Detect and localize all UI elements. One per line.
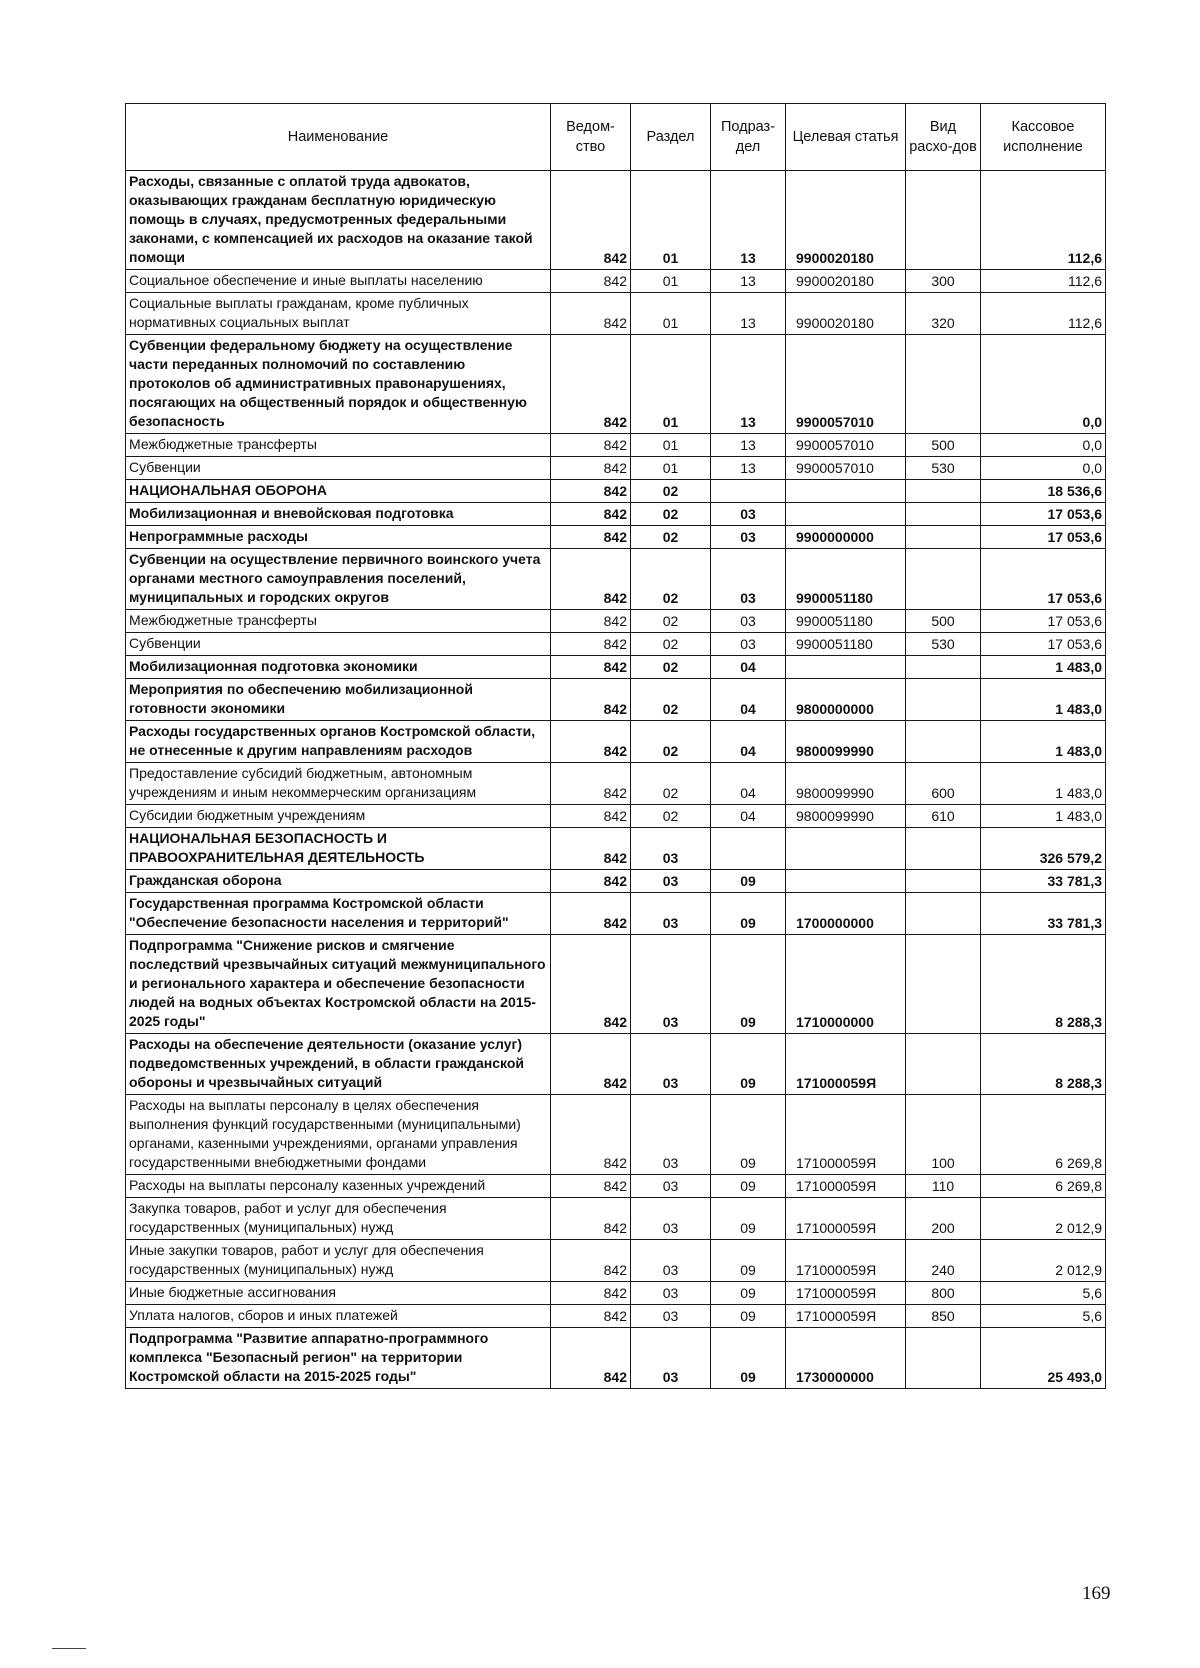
cell-dept: 842 bbox=[551, 828, 631, 870]
cell-name: Государственная программа Костромской области "Обеспечение безопасности населения и территорий" bbox=[126, 893, 551, 935]
cell-subsection: 09 bbox=[711, 1034, 786, 1095]
table-row bbox=[126, 1198, 1106, 1240]
cell-article bbox=[786, 656, 906, 679]
cell-expense-type bbox=[906, 526, 981, 549]
header-expense-type: Вид расхо-дов bbox=[906, 104, 981, 171]
cell-subsection: 13 bbox=[711, 293, 786, 335]
cell-name: Расходы, связанные с оплатой труда адвокатов, оказывающих гражданам бесплатную юридическую помощь в случаях, предусмотренных федеральными законами, с компенсацией их расходов на оказание такой помощи bbox=[126, 171, 551, 270]
cell-execution: 5,6 bbox=[981, 1305, 1106, 1328]
cell-dept: 842 bbox=[551, 1198, 631, 1240]
cell-expense-type bbox=[906, 721, 981, 763]
table-row bbox=[126, 935, 1106, 1034]
cell-name: Мероприятия по обеспечению мобилизационной готовности экономики bbox=[126, 679, 551, 721]
cell-execution: 17 053,6 bbox=[981, 610, 1106, 633]
cell-execution: 0,0 bbox=[981, 457, 1106, 480]
cell-article: 9800099990 bbox=[786, 805, 906, 828]
cell-dept: 842 bbox=[551, 549, 631, 610]
cell-dept: 842 bbox=[551, 270, 631, 293]
cell-expense-type: 200 bbox=[906, 1198, 981, 1240]
cell-dept: 842 bbox=[551, 1095, 631, 1175]
cell-execution: 18 536,6 bbox=[981, 480, 1106, 503]
cell-expense-type bbox=[906, 1328, 981, 1389]
cell-subsection: 13 bbox=[711, 434, 786, 457]
cell-section: 03 bbox=[631, 828, 711, 870]
cell-section: 02 bbox=[631, 549, 711, 610]
table-row bbox=[126, 721, 1106, 763]
cell-dept: 842 bbox=[551, 1034, 631, 1095]
cell-article: 171000059Я bbox=[786, 1095, 906, 1175]
cell-execution: 1 483,0 bbox=[981, 721, 1106, 763]
cell-name: Гражданская оборона bbox=[126, 870, 551, 893]
cell-subsection: 04 bbox=[711, 679, 786, 721]
cell-dept: 842 bbox=[551, 763, 631, 805]
cell-name: Закупка товаров, работ и услуг для обеспечения государственных (муниципальных) нужд bbox=[126, 1198, 551, 1240]
cell-section: 02 bbox=[631, 610, 711, 633]
cell-article: 171000059Я bbox=[786, 1305, 906, 1328]
cell-section: 02 bbox=[631, 526, 711, 549]
cell-name: Межбюджетные трансферты bbox=[126, 610, 551, 633]
cell-execution: 6 269,8 bbox=[981, 1095, 1106, 1175]
cell-execution: 17 053,6 bbox=[981, 633, 1106, 656]
cell-execution: 1 483,0 bbox=[981, 656, 1106, 679]
cell-name: НАЦИОНАЛЬНАЯ БЕЗОПАСНОСТЬ И ПРАВООХРАНИТЕЛЬНАЯ ДЕЯТЕЛЬНОСТЬ bbox=[126, 828, 551, 870]
cell-article: 9900020180 bbox=[786, 270, 906, 293]
cell-dept: 842 bbox=[551, 1282, 631, 1305]
cell-expense-type bbox=[906, 171, 981, 270]
cell-name: Мобилизационная и вневойсковая подготовка bbox=[126, 503, 551, 526]
cell-expense-type bbox=[906, 893, 981, 935]
cell-article bbox=[786, 828, 906, 870]
cell-dept: 842 bbox=[551, 434, 631, 457]
cell-name: Непрограммные расходы bbox=[126, 526, 551, 549]
cell-execution: 1 483,0 bbox=[981, 679, 1106, 721]
cell-article: 9900000000 bbox=[786, 526, 906, 549]
cell-execution: 0,0 bbox=[981, 335, 1106, 434]
cell-name: Предоставление субсидий бюджетным, автономным учреждениям и иным некоммерческим организациям bbox=[126, 763, 551, 805]
cell-article: 9800000000 bbox=[786, 679, 906, 721]
cell-dept: 842 bbox=[551, 721, 631, 763]
cell-article: 9900051180 bbox=[786, 633, 906, 656]
cell-section: 02 bbox=[631, 480, 711, 503]
cell-dept: 842 bbox=[551, 633, 631, 656]
cell-dept: 842 bbox=[551, 293, 631, 335]
cell-article: 9800099990 bbox=[786, 763, 906, 805]
table-row bbox=[126, 805, 1106, 828]
cell-section: 01 bbox=[631, 270, 711, 293]
cell-dept: 842 bbox=[551, 480, 631, 503]
cell-article: 171000059Я bbox=[786, 1175, 906, 1198]
cell-subsection bbox=[711, 828, 786, 870]
cell-execution: 1 483,0 bbox=[981, 805, 1106, 828]
cell-article: 1710000000 bbox=[786, 935, 906, 1034]
cell-subsection: 04 bbox=[711, 656, 786, 679]
cell-dept: 842 bbox=[551, 1305, 631, 1328]
table-row bbox=[126, 457, 1106, 480]
cell-section: 03 bbox=[631, 935, 711, 1034]
cell-article: 171000059Я bbox=[786, 1198, 906, 1240]
header-subsection: Подраз-дел bbox=[711, 104, 786, 171]
table-row bbox=[126, 434, 1106, 457]
table-row bbox=[126, 763, 1106, 805]
cell-subsection: 09 bbox=[711, 935, 786, 1034]
cell-expense-type bbox=[906, 480, 981, 503]
cell-name: Расходы на обеспечение деятельности (оказание услуг) подведомственных учреждений, в области гражданской обороны и чрезвычайных ситуаций bbox=[126, 1034, 551, 1095]
cell-section: 01 bbox=[631, 335, 711, 434]
cell-name: Мобилизационная подготовка экономики bbox=[126, 656, 551, 679]
cell-execution: 0,0 bbox=[981, 434, 1106, 457]
cell-expense-type bbox=[906, 679, 981, 721]
cell-execution: 17 053,6 bbox=[981, 526, 1106, 549]
table-row bbox=[126, 1328, 1106, 1389]
cell-dept: 842 bbox=[551, 1175, 631, 1198]
cell-dept: 842 bbox=[551, 335, 631, 434]
table-row bbox=[126, 335, 1106, 434]
cell-article bbox=[786, 503, 906, 526]
cell-expense-type: 530 bbox=[906, 457, 981, 480]
cell-execution: 17 053,6 bbox=[981, 549, 1106, 610]
cell-subsection: 03 bbox=[711, 610, 786, 633]
cell-execution: 17 053,6 bbox=[981, 503, 1106, 526]
cell-subsection: 09 bbox=[711, 1305, 786, 1328]
cell-article: 171000059Я bbox=[786, 1034, 906, 1095]
header-dept: Ведом-ство bbox=[551, 104, 631, 171]
cell-subsection: 13 bbox=[711, 335, 786, 434]
cell-section: 02 bbox=[631, 721, 711, 763]
cell-section: 01 bbox=[631, 171, 711, 270]
cell-section: 03 bbox=[631, 1175, 711, 1198]
table-row bbox=[126, 870, 1106, 893]
cell-article: 171000059Я bbox=[786, 1282, 906, 1305]
cell-section: 03 bbox=[631, 1328, 711, 1389]
table-row bbox=[126, 503, 1106, 526]
cell-execution: 2 012,9 bbox=[981, 1198, 1106, 1240]
table-row bbox=[126, 610, 1106, 633]
cell-subsection: 09 bbox=[711, 1175, 786, 1198]
table-row bbox=[126, 1175, 1106, 1198]
cell-name: Расходы государственных органов Костромской области, не отнесенные к другим направлениям расходов bbox=[126, 721, 551, 763]
table-row bbox=[126, 1282, 1106, 1305]
scan-mark bbox=[52, 1648, 86, 1649]
cell-subsection: 03 bbox=[711, 633, 786, 656]
cell-subsection: 03 bbox=[711, 526, 786, 549]
cell-expense-type bbox=[906, 503, 981, 526]
cell-name: Субвенции на осуществление первичного воинского учета органами местного самоуправления поселений, муниципальных и городских округов bbox=[126, 549, 551, 610]
cell-execution: 8 288,3 bbox=[981, 935, 1106, 1034]
cell-article: 9900020180 bbox=[786, 293, 906, 335]
cell-section: 03 bbox=[631, 870, 711, 893]
cell-execution: 6 269,8 bbox=[981, 1175, 1106, 1198]
cell-subsection: 04 bbox=[711, 763, 786, 805]
cell-execution: 33 781,3 bbox=[981, 870, 1106, 893]
table-row bbox=[126, 270, 1106, 293]
table-row bbox=[126, 293, 1106, 335]
cell-execution: 112,6 bbox=[981, 270, 1106, 293]
table-row bbox=[126, 549, 1106, 610]
cell-article: 9900020180 bbox=[786, 171, 906, 270]
cell-name: НАЦИОНАЛЬНАЯ ОБОРОНА bbox=[126, 480, 551, 503]
cell-article: 9900051180 bbox=[786, 610, 906, 633]
cell-execution: 326 579,2 bbox=[981, 828, 1106, 870]
cell-section: 01 bbox=[631, 293, 711, 335]
page-number: 169 bbox=[1082, 1583, 1111, 1604]
table-row bbox=[126, 480, 1106, 503]
cell-execution: 8 288,3 bbox=[981, 1034, 1106, 1095]
cell-article: 9900057010 bbox=[786, 335, 906, 434]
cell-dept: 842 bbox=[551, 526, 631, 549]
cell-expense-type: 110 bbox=[906, 1175, 981, 1198]
cell-name: Уплата налогов, сборов и иных платежей bbox=[126, 1305, 551, 1328]
cell-expense-type: 320 bbox=[906, 293, 981, 335]
cell-dept: 842 bbox=[551, 679, 631, 721]
cell-subsection bbox=[711, 480, 786, 503]
cell-article: 1700000000 bbox=[786, 893, 906, 935]
cell-dept: 842 bbox=[551, 805, 631, 828]
cell-name: Субсидии бюджетным учреждениям bbox=[126, 805, 551, 828]
table-row bbox=[126, 633, 1106, 656]
cell-expense-type: 240 bbox=[906, 1240, 981, 1282]
cell-subsection: 09 bbox=[711, 1328, 786, 1389]
cell-subsection: 09 bbox=[711, 893, 786, 935]
cell-section: 03 bbox=[631, 1034, 711, 1095]
cell-section: 03 bbox=[631, 1240, 711, 1282]
cell-article bbox=[786, 480, 906, 503]
cell-subsection: 13 bbox=[711, 171, 786, 270]
cell-execution: 5,6 bbox=[981, 1282, 1106, 1305]
cell-execution: 2 012,9 bbox=[981, 1240, 1106, 1282]
table-row bbox=[126, 1095, 1106, 1175]
cell-section: 02 bbox=[631, 679, 711, 721]
cell-name: Расходы на выплаты персоналу в целях обеспечения выполнения функций государственными (муниципальными) органами, казенными учреждениями, органами управления государственными внебюджетными фондами bbox=[126, 1095, 551, 1175]
table-row bbox=[126, 1240, 1106, 1282]
budget-execution-table bbox=[125, 103, 1106, 1389]
cell-article bbox=[786, 870, 906, 893]
table-row bbox=[126, 1305, 1106, 1328]
cell-expense-type bbox=[906, 335, 981, 434]
cell-execution: 25 493,0 bbox=[981, 1328, 1106, 1389]
cell-execution: 112,6 bbox=[981, 171, 1106, 270]
cell-article: 9900057010 bbox=[786, 457, 906, 480]
cell-dept: 842 bbox=[551, 503, 631, 526]
cell-expense-type: 500 bbox=[906, 434, 981, 457]
cell-expense-type: 100 bbox=[906, 1095, 981, 1175]
cell-article: 9900057010 bbox=[786, 434, 906, 457]
cell-subsection: 09 bbox=[711, 1095, 786, 1175]
cell-subsection: 13 bbox=[711, 457, 786, 480]
cell-dept: 842 bbox=[551, 935, 631, 1034]
table-row bbox=[126, 656, 1106, 679]
cell-expense-type bbox=[906, 828, 981, 870]
cell-subsection: 13 bbox=[711, 270, 786, 293]
cell-name: Субвенции федеральному бюджету на осуществление части переданных полномочий по составлению протоколов об административных правонарушениях, посягающих на общественный порядок и общественную безопасность bbox=[126, 335, 551, 434]
cell-section: 02 bbox=[631, 633, 711, 656]
table-row bbox=[126, 828, 1106, 870]
table-row bbox=[126, 526, 1106, 549]
cell-name: Субвенции bbox=[126, 457, 551, 480]
header-execution: Кассовое исполнение bbox=[981, 104, 1106, 171]
cell-section: 02 bbox=[631, 805, 711, 828]
cell-execution: 1 483,0 bbox=[981, 763, 1106, 805]
cell-execution: 112,6 bbox=[981, 293, 1106, 335]
header-name: Наименование bbox=[126, 104, 551, 171]
cell-article: 9900051180 bbox=[786, 549, 906, 610]
cell-section: 03 bbox=[631, 1282, 711, 1305]
cell-subsection: 09 bbox=[711, 1198, 786, 1240]
cell-section: 03 bbox=[631, 1198, 711, 1240]
cell-dept: 842 bbox=[551, 457, 631, 480]
cell-section: 03 bbox=[631, 1095, 711, 1175]
cell-expense-type: 610 bbox=[906, 805, 981, 828]
cell-expense-type: 500 bbox=[906, 610, 981, 633]
cell-name: Иные бюджетные ассигнования bbox=[126, 1282, 551, 1305]
cell-execution: 33 781,3 bbox=[981, 893, 1106, 935]
cell-expense-type: 850 bbox=[906, 1305, 981, 1328]
cell-name: Субвенции bbox=[126, 633, 551, 656]
cell-section: 01 bbox=[631, 434, 711, 457]
cell-section: 03 bbox=[631, 893, 711, 935]
cell-article: 171000059Я bbox=[786, 1240, 906, 1282]
cell-expense-type bbox=[906, 656, 981, 679]
header-section: Раздел bbox=[631, 104, 711, 171]
table-row bbox=[126, 893, 1106, 935]
cell-name: Расходы на выплаты персоналу казенных учреждений bbox=[126, 1175, 551, 1198]
cell-expense-type: 530 bbox=[906, 633, 981, 656]
cell-name: Социальные выплаты гражданам, кроме публичных нормативных социальных выплат bbox=[126, 293, 551, 335]
cell-dept: 842 bbox=[551, 656, 631, 679]
cell-name: Подпрограмма "Снижение рисков и смягчение последствий чрезвычайных ситуаций межмуниципального и регионального характера и обеспечение безопасности людей на водных объектах Костромской области на 2015-2025 годы" bbox=[126, 935, 551, 1034]
cell-section: 02 bbox=[631, 656, 711, 679]
cell-section: 02 bbox=[631, 763, 711, 805]
table-row bbox=[126, 1034, 1106, 1095]
cell-expense-type bbox=[906, 549, 981, 610]
cell-dept: 842 bbox=[551, 610, 631, 633]
cell-subsection: 03 bbox=[711, 503, 786, 526]
cell-section: 02 bbox=[631, 503, 711, 526]
cell-name: Межбюджетные трансферты bbox=[126, 434, 551, 457]
cell-article: 1730000000 bbox=[786, 1328, 906, 1389]
table-row bbox=[126, 171, 1106, 270]
cell-expense-type bbox=[906, 870, 981, 893]
cell-dept: 842 bbox=[551, 1240, 631, 1282]
table-body bbox=[126, 171, 1106, 1389]
cell-subsection: 09 bbox=[711, 870, 786, 893]
cell-subsection: 04 bbox=[711, 721, 786, 763]
cell-article: 9800099990 bbox=[786, 721, 906, 763]
header-article: Целевая статья bbox=[786, 104, 906, 171]
cell-name: Социальное обеспечение и иные выплаты населению bbox=[126, 270, 551, 293]
cell-subsection: 09 bbox=[711, 1240, 786, 1282]
cell-expense-type bbox=[906, 935, 981, 1034]
cell-name: Иные закупки товаров, работ и услуг для обеспечения государственных (муниципальных) нужд bbox=[126, 1240, 551, 1282]
cell-section: 03 bbox=[631, 1305, 711, 1328]
cell-expense-type bbox=[906, 1034, 981, 1095]
cell-expense-type: 800 bbox=[906, 1282, 981, 1305]
cell-dept: 842 bbox=[551, 870, 631, 893]
cell-subsection: 04 bbox=[711, 805, 786, 828]
cell-section: 01 bbox=[631, 457, 711, 480]
cell-dept: 842 bbox=[551, 893, 631, 935]
cell-expense-type: 300 bbox=[906, 270, 981, 293]
cell-expense-type: 600 bbox=[906, 763, 981, 805]
cell-subsection: 09 bbox=[711, 1282, 786, 1305]
cell-subsection: 03 bbox=[711, 549, 786, 610]
cell-name: Подпрограмма "Развитие аппаратно-программного комплекса "Безопасный регион" на территории Костромской области на 2015-2025 годы" bbox=[126, 1328, 551, 1389]
table-header-row bbox=[126, 104, 1106, 171]
table-row bbox=[126, 679, 1106, 721]
cell-dept: 842 bbox=[551, 1328, 631, 1389]
cell-dept: 842 bbox=[551, 171, 631, 270]
